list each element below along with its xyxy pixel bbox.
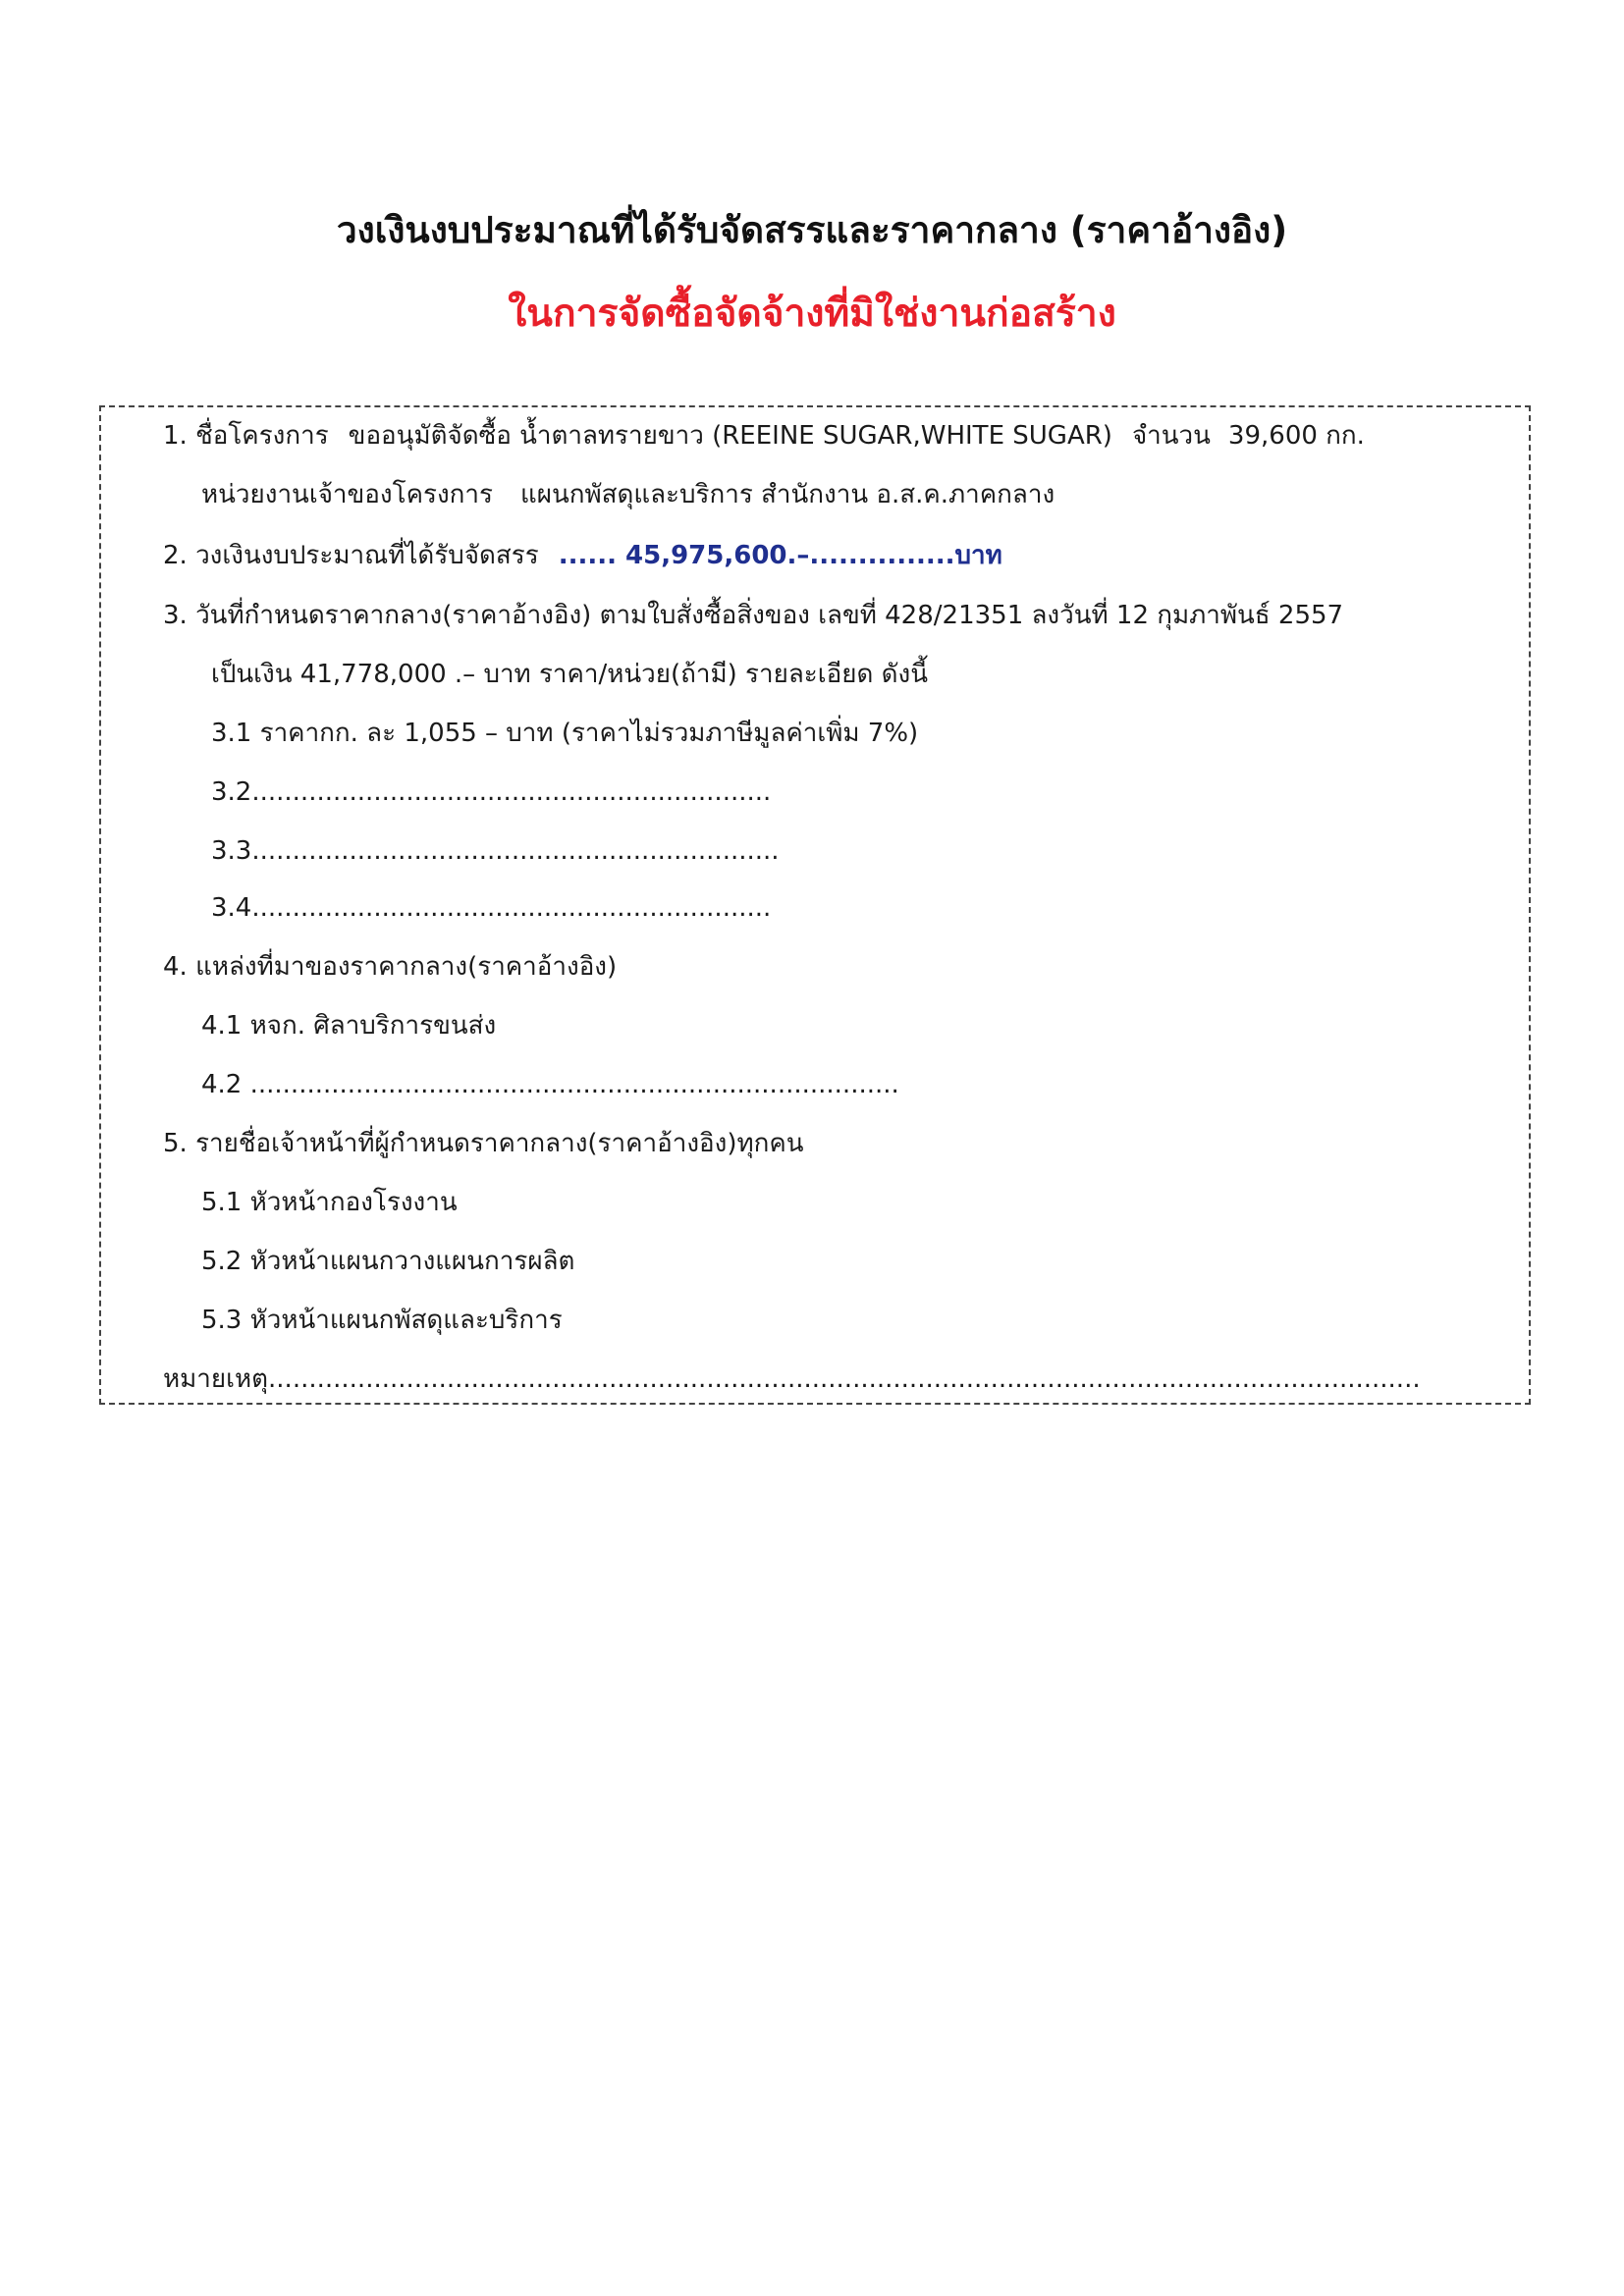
item-4-2: 4.2 ................................................................................ (201, 1070, 899, 1099)
budget-value: ...... 45,975,600.–...............บาท (558, 541, 1002, 570)
item-5-2: 5.2 หัวหน้าแผนกวางแผนการผลิต (201, 1247, 575, 1276)
item-1-owner-line (201, 478, 1055, 511)
item-1-qty-value: 39,600 กก. (1227, 421, 1365, 451)
document-title: วงเงินงบประมาณที่ได้รับจัดสรรและราคากลาง (ราคาอ้างอิง) (336, 209, 1288, 251)
remark-line: หมายเหตุ.............................................................................................................................................. (163, 1364, 1421, 1394)
item-1-qty-label: จำนวน (1131, 421, 1211, 451)
item-1-owner-value: แผนกพัสดุและบริการ สำนักงาน อ.ส.ค.ภาคกลาง (519, 480, 1056, 509)
item-3-line-1: 3. วันที่กำหนดราคากลาง(ราคาอ้างอิง) ตามใบสั่งซื้อสิ่งของ เลขที่ 428/21351 ลงวันที่ 12 กุมภาพันธ์ 2557 (163, 601, 1344, 630)
item-3-4: 3.4................................................................ (211, 893, 772, 923)
item-3-line-2: เป็นเงิน 41,778,000 .– บาท ราคา/หน่วย(ถ้ามี) รายละเอียด ดังนี้ (211, 660, 928, 689)
item-4-1: 4.1 หจก. ศิลาบริการขนส่ง (201, 1011, 497, 1041)
item-1-value: ขออนุมัติจัดซื้อ น้ำตาลทรายขาว (REEINE SUGAR,WHITE SUGAR) (348, 421, 1112, 451)
item-1-label: 1. ชื่อโครงการ (163, 421, 329, 451)
item-3-1: 3.1 ราคากก. ละ 1,055 – บาท (ราคาไม่รวมภาษีมูลค่าเพิ่ม 7%) (211, 719, 919, 748)
item-1-line (163, 419, 1365, 453)
item-2-line (163, 539, 1002, 572)
item-4-label: 4. แหล่งที่มาของราคากลาง(ราคาอ้างอิง) (163, 952, 618, 982)
item-1-owner-label: หน่วยงานเจ้าของโครงการ (201, 480, 493, 509)
item-5-1: 5.1 หัวหน้ากองโรงงาน (201, 1188, 458, 1217)
item-2-label: 2. วงเงินงบประมาณที่ได้รับจัดสรร (163, 541, 539, 570)
item-5-label: 5. รายชื่อเจ้าหน้าที่ผู้กำหนดราคากลาง(ราคาอ้างอิง)ทุกคน (163, 1129, 804, 1158)
item-5-3: 5.3 หัวหน้าแผนกพัสดุและบริการ (201, 1306, 563, 1335)
item-3-3: 3.3................................................................. (211, 836, 780, 866)
document-subtitle: ในการจัดซื้อจัดจ้างที่มิใช่งานก่อสร้าง (508, 292, 1116, 336)
item-3-2: 3.2................................................................ (211, 777, 772, 807)
